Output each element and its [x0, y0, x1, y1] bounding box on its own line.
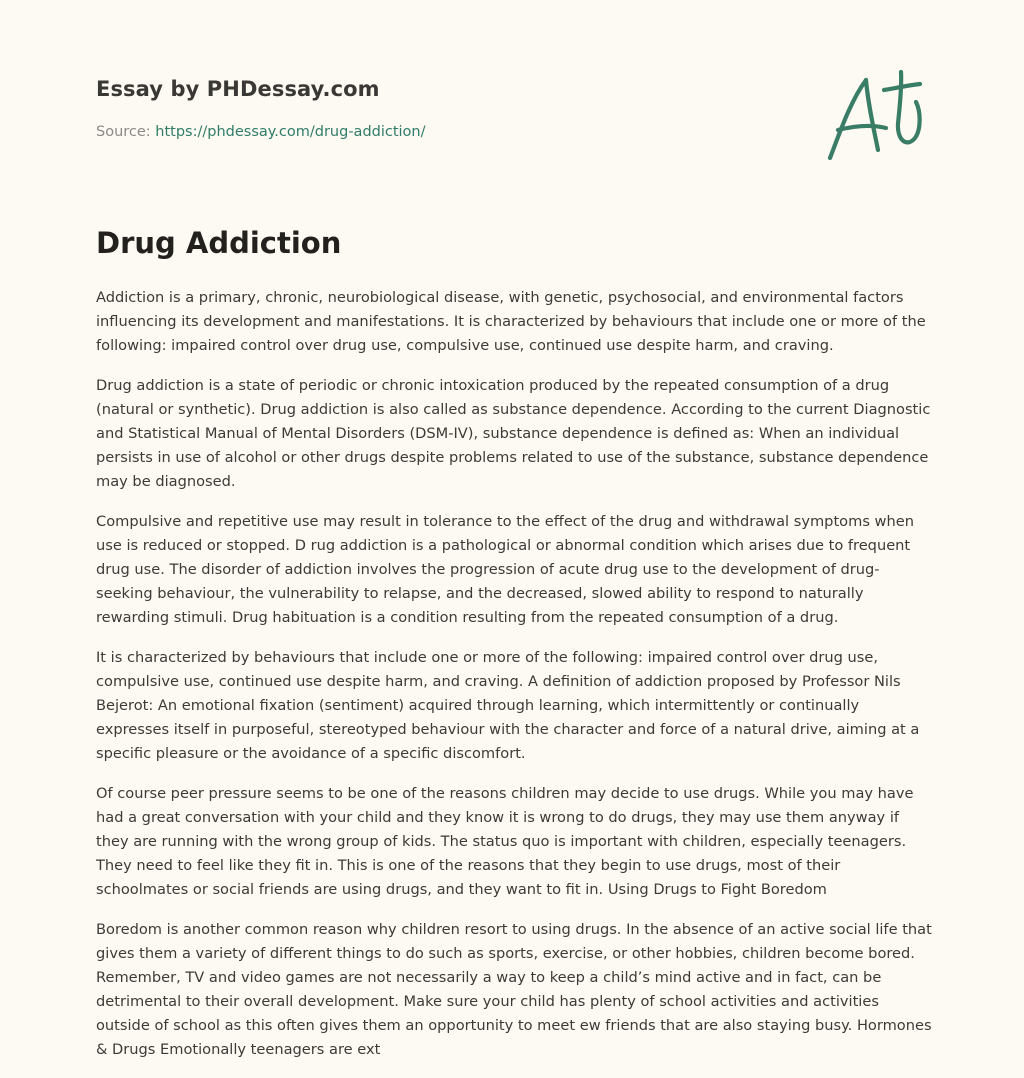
source-link[interactable]: https://phdessay.com/drug-addiction/ [155, 124, 426, 140]
a-plus-grade-icon [824, 68, 928, 164]
essay-body [96, 286, 936, 1078]
source-label: Source: [96, 124, 151, 140]
essay-paragraph: Addiction is a primary, chronic, neurobiological disease, with genetic, psychosocial, and environmental factors influencing its development and manifestations. It is characterized by behaviours that include one or more of the following: impaired control over drug use, compulsive use, continued use despite harm, and craving. [96, 289, 926, 354]
site-title: Essay by PHDessay.com [96, 77, 380, 101]
essay-paragraph: Compulsive and repetitive use may result in tolerance to the effect of the drug and withdrawal symptoms when use is reduced or stopped. D rug addiction is a pathological or abnormal condition which arises due to frequent drug use. The disorder of addiction involves the progression of acute drug use to the development of drug-seeking behaviour, the vulnerability to relapse, and the decreased, slowed ability to respond to naturally rewarding stimuli. Drug habituation is a condition resulting from the repeated consumption of a drug. [96, 513, 914, 626]
essay-paragraph: Drug addiction is a state of periodic or chronic intoxication produced by the repeated consumption of a drug (natural or synthetic). Drug addiction is also called as substance dependence. According to the current Diagnostic and Statistical Manual of Mental Disorders (DSM-IV), substance dependence is defined as: When an individual persists in use of alcohol or other drugs despite problems related to use of the substance, substance dependence may be diagnosed. [96, 377, 931, 490]
essay-paragraph: It is characterized by behaviours that include one or more of the following: impaired control over drug use, compulsive use, continued use despite harm, and craving. A definition of addiction proposed by Professor Nils Bejerot: An emotional fixation (sentiment) acquired through learning, which intermittently or continually expresses itself in purposeful, stereotyped behaviour with the character and force of a natural drive, aiming at a specific pleasure or the avoidance of a specific discomfort. [96, 649, 920, 762]
source-line [96, 124, 426, 140]
essay-paragraph: Boredom is another common reason why children resort to using drugs. In the absence of an active social life that gives them a variety of different things to do such as sports, exercise, or other hobbies, children become bored. Remember, TV and video games are not necessarily a way to keep a child’s mind active and in fact, can be detrimental to their overall development. Make sure your child has plenty of school activities and activities outside of school as this often gives them an opportunity to meet ew friends that are also staying busy. Hormones & Drugs Emotionally teenagers are ext [96, 921, 932, 1058]
essay-paragraph: Of course peer pressure seems to be one of the reasons children may decide to use drugs. While you may have had a great conversation with your child and they know it is wrong to do drugs, they may use them anyway if they are running with the wrong group of kids. The status quo is important with children, especially teenagers. They need to feel like they fit in. This is one of the reasons that they begin to use drugs, most of their schoolmates or social friends are using drugs, and they want to fit in. Using Drugs to Fight Boredom [96, 785, 914, 898]
a-letter-crossbar [838, 126, 886, 130]
essay-title: Drug Addiction [96, 226, 342, 260]
a-letter-stroke-right [866, 80, 878, 150]
a-letter-stroke-left [830, 80, 866, 158]
